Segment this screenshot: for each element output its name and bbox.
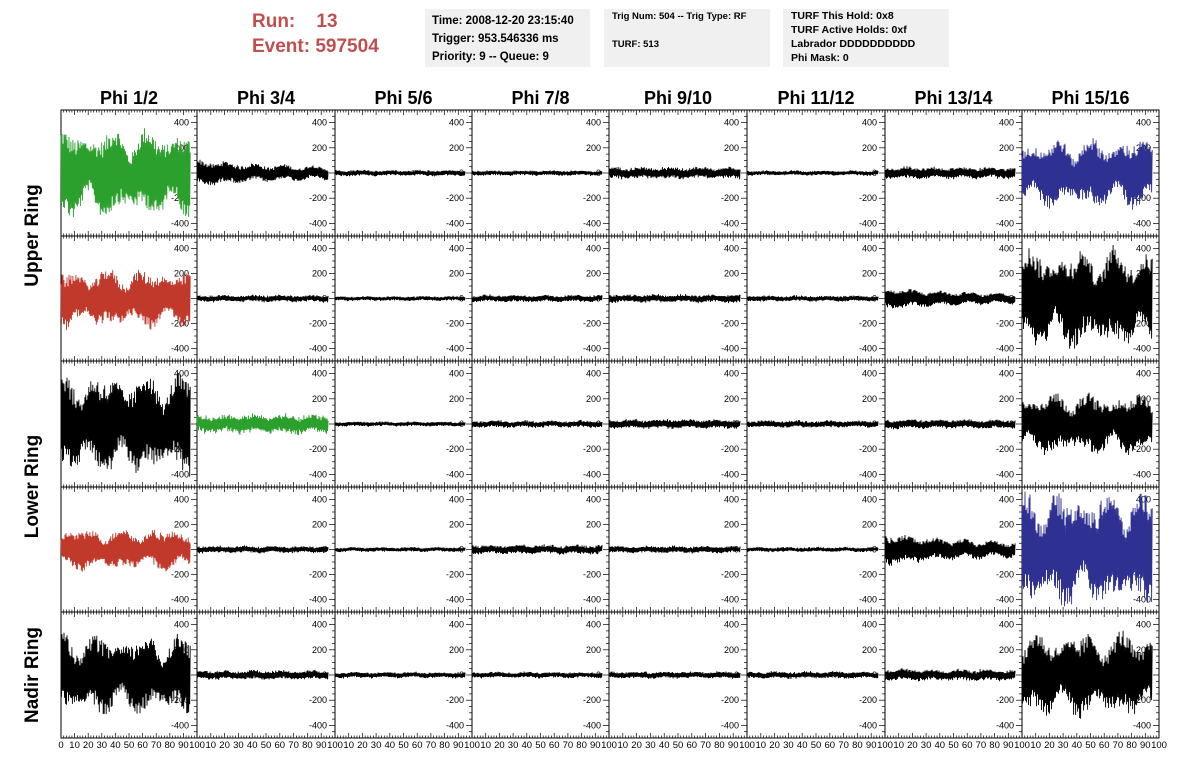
- y-tick-label: -200: [720, 444, 739, 455]
- y-tick-label: 400: [998, 494, 1014, 505]
- y-tick-label: 0: [458, 293, 464, 304]
- y-tick-label: 0: [321, 419, 327, 429]
- y-tick-label: 400: [585, 243, 601, 254]
- y-tick-label: -200: [720, 193, 739, 204]
- waveform-trace: [335, 547, 465, 552]
- waveform-trace: [1022, 138, 1152, 210]
- y-tick-label: 0: [733, 670, 739, 680]
- waveform-trace: [609, 671, 740, 679]
- y-tick-label: -400: [582, 720, 601, 731]
- panel: [1022, 361, 1159, 487]
- y-tick-label: 0: [1145, 293, 1151, 304]
- panel: [335, 487, 472, 612]
- phi-mask-text: Phi Mask: 0: [791, 52, 849, 64]
- y-tick-label: 0: [733, 419, 739, 429]
- y-tick-label: 200: [1135, 268, 1151, 279]
- y-tick-label: -200: [308, 569, 327, 580]
- y-tick-label: 200: [311, 393, 327, 404]
- y-tick-label: 0: [183, 419, 189, 429]
- panel: [335, 612, 472, 738]
- y-tick-label: 400: [448, 117, 464, 128]
- y-tick-label: 0: [1145, 168, 1151, 178]
- y-tick-label: -200: [445, 444, 464, 455]
- y-tick-label: 0: [458, 168, 464, 178]
- y-tick-label: 400: [998, 243, 1014, 254]
- y-tick-label: 400: [861, 117, 877, 128]
- waveform-trace: [609, 167, 740, 180]
- y-tick-label: 200: [448, 644, 464, 655]
- y-tick-label: -200: [995, 569, 1014, 580]
- y-tick-label: -200: [445, 569, 464, 580]
- y-tick-label: -400: [720, 469, 739, 480]
- waveform-trace: [61, 128, 190, 217]
- waveform-trace: [197, 670, 328, 680]
- y-tick-label: -200: [858, 193, 877, 204]
- y-tick-label: -200: [858, 444, 877, 455]
- y-tick-label: 200: [861, 393, 877, 404]
- y-tick-label: -400: [308, 594, 327, 605]
- y-tick-label: -400: [858, 594, 877, 605]
- y-tick-label: -200: [170, 318, 189, 329]
- y-tick-label: -400: [995, 343, 1014, 354]
- y-tick-label: -400: [1132, 218, 1151, 229]
- panel: [335, 236, 472, 361]
- y-tick-label: 0: [1145, 544, 1151, 555]
- waveform-trace: [61, 530, 190, 572]
- y-tick-label: -400: [445, 720, 464, 731]
- y-tick-label: 0: [458, 419, 464, 429]
- column-title: Phi 3/4: [236, 88, 296, 108]
- y-tick-label: 400: [173, 619, 189, 630]
- y-tick-label: 200: [173, 644, 189, 655]
- run-value: 13: [316, 11, 338, 32]
- y-tick-label: 200: [998, 142, 1014, 153]
- column-title: Phi 11/12: [777, 88, 855, 108]
- y-tick-label: -400: [582, 469, 601, 480]
- y-tick-label: -200: [720, 318, 739, 329]
- y-tick-label: 200: [723, 519, 739, 530]
- y-tick-label: 400: [448, 243, 464, 254]
- y-tick-label: 200: [998, 519, 1014, 530]
- y-tick-label: -200: [170, 695, 189, 706]
- panel: [1022, 110, 1159, 236]
- y-tick-label: -400: [582, 343, 601, 354]
- y-tick-label: 0: [595, 293, 601, 304]
- panel: [885, 361, 1022, 487]
- waveform-trace: [1022, 245, 1152, 349]
- y-tick-label: 200: [173, 142, 189, 153]
- y-tick-label: 400: [998, 368, 1014, 379]
- event-value: 597504: [315, 36, 379, 57]
- y-tick-label: 200: [311, 644, 327, 655]
- y-tick-label: 400: [585, 117, 601, 128]
- y-tick-label: -200: [445, 695, 464, 706]
- waveform-trace: [747, 295, 878, 302]
- y-tick-label: 0: [733, 544, 739, 555]
- y-tick-label: 200: [1135, 519, 1151, 530]
- y-tick-label: -400: [170, 720, 189, 731]
- y-tick-label: 0: [733, 293, 739, 304]
- waveform-trace: [197, 545, 328, 553]
- waveform-trace: [335, 421, 465, 426]
- y-tick-label: -400: [995, 594, 1014, 605]
- row-title: Nadir Ring: [22, 626, 43, 724]
- y-tick-label: 400: [173, 368, 189, 379]
- waveform-trace: [472, 170, 602, 176]
- waveform-trace: [609, 546, 740, 554]
- y-tick-label: 200: [448, 268, 464, 279]
- y-tick-label: -400: [582, 218, 601, 229]
- y-tick-label: 0: [458, 544, 464, 555]
- y-tick-label: -200: [582, 569, 601, 580]
- row-title: Upper Ring: [22, 184, 43, 287]
- y-tick-label: 200: [861, 268, 877, 279]
- panel: [197, 236, 335, 361]
- y-tick-label: -400: [308, 218, 327, 229]
- waveform-trace: [197, 295, 328, 303]
- y-tick-label: 400: [1135, 117, 1151, 128]
- y-tick-label: 400: [1135, 243, 1151, 254]
- panel: [747, 361, 885, 487]
- panel: [747, 236, 885, 361]
- y-tick-label: 400: [311, 243, 327, 254]
- y-tick-label: -400: [858, 218, 877, 229]
- run-label: Run:: [252, 11, 296, 32]
- panel: [61, 110, 197, 236]
- y-tick-label: -400: [170, 469, 189, 480]
- waveform-trace: [747, 547, 878, 552]
- y-tick-label: -400: [1132, 469, 1151, 480]
- waveform-trace: [472, 544, 602, 555]
- y-tick-label: 0: [321, 544, 327, 555]
- y-tick-label: 0: [871, 293, 877, 304]
- panel: [472, 110, 609, 236]
- y-tick-label: 0: [458, 670, 464, 680]
- y-tick-label: 200: [173, 268, 189, 279]
- y-tick-label: -200: [170, 193, 189, 204]
- y-tick-label: -400: [858, 469, 877, 480]
- y-tick-label: -200: [445, 318, 464, 329]
- panel: [61, 487, 197, 612]
- y-tick-label: -200: [170, 444, 189, 455]
- panel: [747, 487, 885, 612]
- y-tick-label: 400: [448, 368, 464, 379]
- y-tick-label: 0: [871, 419, 877, 429]
- y-tick-label: 200: [723, 268, 739, 279]
- y-tick-label: 200: [998, 268, 1014, 279]
- y-tick-label: 400: [448, 494, 464, 505]
- y-tick-label: 0: [183, 168, 189, 178]
- y-tick-label: -200: [170, 569, 189, 580]
- waveform-trace: [747, 170, 878, 176]
- y-tick-label: 0: [183, 293, 189, 304]
- waveform-trace: [472, 294, 602, 302]
- priority-text: Priority: 9 -- Queue: 9: [432, 51, 549, 63]
- column-title: Phi 1/2: [99, 88, 159, 108]
- waveform-trace: [885, 419, 1015, 429]
- y-tick-label: -400: [720, 218, 739, 229]
- row-title: Lower Ring: [22, 434, 43, 539]
- column-title: Phi 13/14: [914, 88, 993, 108]
- y-tick-label: 400: [861, 494, 877, 505]
- waveform-trace: [1022, 393, 1152, 455]
- y-tick-label: 0: [321, 168, 327, 178]
- y-tick-label: -200: [995, 318, 1014, 329]
- panel: [885, 487, 1022, 612]
- turf-text: TURF: 513: [612, 39, 659, 50]
- y-tick-label: -400: [170, 594, 189, 605]
- y-tick-label: -400: [858, 343, 877, 354]
- y-tick-label: 400: [448, 619, 464, 630]
- panel: [197, 110, 335, 236]
- y-tick-label: 0: [871, 544, 877, 555]
- y-tick-label: 400: [1135, 494, 1151, 505]
- y-tick-label: 400: [723, 494, 739, 505]
- y-tick-label: 200: [861, 519, 877, 530]
- y-tick-label: 200: [585, 142, 601, 153]
- y-tick-label: -400: [170, 218, 189, 229]
- y-tick-label: -200: [858, 318, 877, 329]
- y-tick-label: 0: [1008, 544, 1014, 555]
- trig-num-text: Trig Num: 504 -- Trig Type: RF: [612, 11, 747, 22]
- y-tick-label: 200: [448, 142, 464, 153]
- y-tick-label: 0: [321, 670, 327, 680]
- event-label: Event:: [252, 36, 311, 57]
- y-tick-label: -200: [582, 444, 601, 455]
- panel: [609, 487, 747, 612]
- panel: [335, 361, 472, 487]
- y-tick-label: 400: [723, 243, 739, 254]
- y-tick-label: 400: [861, 243, 877, 254]
- y-tick-label: -200: [995, 444, 1014, 455]
- waveform-trace: [885, 166, 1015, 179]
- turf-active-holds-text: TURF Active Holds: 0xf: [791, 24, 907, 36]
- panel: [197, 612, 335, 738]
- waveform-trace: [472, 420, 602, 428]
- panel: [609, 110, 747, 236]
- y-tick-label: 0: [871, 168, 877, 178]
- y-tick-label: -200: [720, 569, 739, 580]
- panel: [197, 361, 335, 487]
- y-tick-label: 400: [173, 494, 189, 505]
- trigger-text: Trigger: 953.546336 ms: [432, 33, 559, 45]
- y-tick-label: -400: [720, 594, 739, 605]
- waveform-trace: [335, 170, 465, 176]
- y-tick-label: 400: [861, 368, 877, 379]
- y-tick-label: -400: [308, 469, 327, 480]
- column-title: Phi 9/10: [643, 88, 713, 108]
- panel: [609, 236, 747, 361]
- y-tick-label: 400: [1135, 368, 1151, 379]
- y-tick-label: -400: [720, 720, 739, 731]
- time-text: Time: 2008-12-20 23:15:40: [432, 15, 574, 27]
- y-tick-label: 0: [321, 293, 327, 304]
- y-tick-label: 200: [173, 393, 189, 404]
- panel: [472, 487, 609, 612]
- waveform-trace: [609, 419, 740, 429]
- waveform-trace: [197, 413, 328, 435]
- y-tick-label: 200: [311, 519, 327, 530]
- y-tick-label: 400: [585, 494, 601, 505]
- y-tick-label: 200: [1135, 142, 1151, 153]
- y-tick-label: 400: [723, 619, 739, 630]
- y-tick-label: 0: [1008, 419, 1014, 429]
- panel: [609, 361, 747, 487]
- y-tick-label: 400: [311, 619, 327, 630]
- y-tick-label: -200: [308, 318, 327, 329]
- column-title: Phi 15/16: [1051, 88, 1130, 108]
- y-tick-label: 200: [723, 142, 739, 153]
- y-tick-label: -200: [1132, 318, 1151, 329]
- panel: [61, 236, 197, 361]
- y-tick-label: 0: [733, 168, 739, 178]
- y-tick-label: 0: [183, 544, 189, 555]
- y-tick-label: -400: [720, 343, 739, 354]
- y-tick-label: 200: [585, 268, 601, 279]
- y-tick-label: -400: [1132, 594, 1151, 605]
- y-tick-label: -200: [308, 193, 327, 204]
- panel: [1022, 487, 1159, 612]
- y-tick-label: 0: [595, 419, 601, 429]
- y-tick-label: 200: [311, 268, 327, 279]
- y-tick-label: -200: [582, 193, 601, 204]
- y-tick-label: -400: [445, 343, 464, 354]
- y-tick-label: -200: [445, 193, 464, 204]
- waveform-trace: [885, 289, 1015, 308]
- y-tick-label: -200: [1132, 569, 1151, 580]
- y-tick-label: 0: [595, 544, 601, 555]
- y-tick-label: -200: [582, 318, 601, 329]
- y-tick-label: -200: [308, 444, 327, 455]
- y-tick-label: -400: [445, 594, 464, 605]
- panel: [472, 361, 609, 487]
- y-tick-label: 200: [173, 519, 189, 530]
- waveform-trace: [61, 373, 190, 480]
- y-tick-label: 0: [183, 670, 189, 680]
- y-tick-label: 200: [723, 644, 739, 655]
- panel: [335, 110, 472, 236]
- y-tick-label: -400: [308, 343, 327, 354]
- y-tick-label: 400: [311, 368, 327, 379]
- y-tick-label: -400: [1132, 343, 1151, 354]
- y-tick-label: -400: [445, 469, 464, 480]
- y-tick-label: -400: [582, 594, 601, 605]
- y-tick-label: 200: [448, 519, 464, 530]
- y-tick-label: 200: [723, 393, 739, 404]
- y-tick-label: 200: [448, 393, 464, 404]
- panel: [1022, 236, 1159, 361]
- y-tick-label: 0: [1145, 419, 1151, 429]
- y-tick-label: -400: [308, 720, 327, 731]
- y-tick-label: 0: [1008, 293, 1014, 304]
- y-tick-label: -400: [170, 343, 189, 354]
- waveform-trace: [472, 672, 602, 679]
- y-tick-label: 400: [585, 619, 601, 630]
- y-tick-label: 200: [861, 142, 877, 153]
- y-tick-label: 400: [173, 117, 189, 128]
- waveform-trace: [335, 672, 465, 679]
- y-tick-label: -200: [720, 695, 739, 706]
- y-tick-label: 0: [595, 168, 601, 178]
- panel: [61, 612, 197, 738]
- y-tick-label: 400: [311, 494, 327, 505]
- panel: [197, 487, 335, 612]
- waveform-trace: [197, 160, 328, 186]
- y-tick-label: -400: [445, 218, 464, 229]
- panel: [885, 236, 1022, 361]
- panel: [472, 236, 609, 361]
- column-title: Phi 7/8: [511, 88, 570, 108]
- y-tick-label: 200: [585, 644, 601, 655]
- y-tick-label: -200: [1132, 444, 1151, 455]
- y-tick-label: -400: [995, 469, 1014, 480]
- y-tick-label: -400: [995, 218, 1014, 229]
- y-tick-label: -200: [308, 695, 327, 706]
- panel: [747, 110, 885, 236]
- waveform-trace: [1022, 492, 1152, 607]
- labrador-text: Labrador DDDDDDDDDD: [791, 38, 916, 50]
- turf-this-hold-text: TURF This Hold: 0x8: [791, 10, 894, 22]
- waveform-trace: [747, 420, 878, 428]
- y-tick-label: 400: [173, 243, 189, 254]
- panel: [747, 612, 885, 738]
- y-tick-label: 200: [1135, 393, 1151, 404]
- waveform-trace: [335, 296, 465, 301]
- y-tick-label: -200: [582, 695, 601, 706]
- waveform-trace: [885, 535, 1015, 566]
- y-tick-label: 400: [723, 117, 739, 128]
- y-tick-label: 400: [723, 368, 739, 379]
- panel: [885, 110, 1022, 236]
- y-tick-label: 0: [595, 670, 601, 680]
- column-title: Phi 5/6: [374, 88, 433, 108]
- y-tick-label: 400: [998, 117, 1014, 128]
- y-tick-label: -200: [1132, 193, 1151, 204]
- y-tick-label: 200: [998, 393, 1014, 404]
- y-tick-label: 200: [585, 519, 601, 530]
- y-tick-label: 400: [585, 368, 601, 379]
- y-tick-label: 0: [1008, 168, 1014, 178]
- waveform-trace: [609, 294, 740, 303]
- y-tick-label: 200: [311, 142, 327, 153]
- panel: [472, 612, 609, 738]
- y-tick-label: -200: [858, 569, 877, 580]
- y-tick-label: -200: [995, 193, 1014, 204]
- panel: [61, 361, 197, 487]
- y-tick-label: 200: [585, 393, 601, 404]
- y-tick-label: 400: [311, 117, 327, 128]
- panel: [609, 612, 747, 738]
